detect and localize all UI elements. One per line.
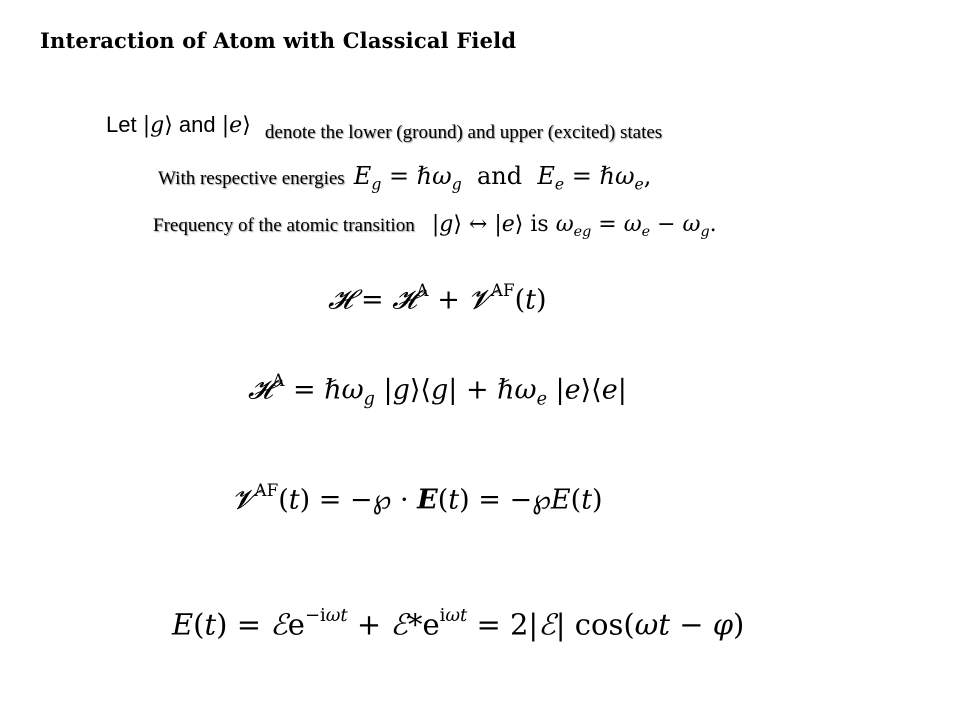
energies-math: $E_g$ = ℏω$_g$ and $E_e$ = ℏω$_e$,	[353, 162, 652, 194]
transition-line	[153, 212, 717, 240]
states-description: denote the lower (ground) and upper (excited) states	[264, 122, 663, 143]
atomic-hamiltonian-equation: 𝓗$^A$ = ℏω$_g$ |g⟩⟨g| + ℏω$_e$ |e⟩⟨e|	[248, 370, 627, 410]
transition-label: Frequency of the atomic transition	[153, 215, 415, 236]
let-g-and-e-math: Let |g⟩ and |e⟩	[106, 112, 251, 138]
field-equation: E(t) = ℰe$^{-i\omega t}$ + $ℰ*e^{i\omega t}$ = 2|ℰ| cos(ωt − φ)	[172, 605, 745, 642]
energies-label: With respective energies	[158, 168, 345, 189]
intro-line	[106, 112, 663, 143]
interaction-equation: 𝓥$^{AF}$(t) = −℘ · E(t) = −℘E(t)	[232, 480, 603, 516]
hamiltonian-equation: 𝓗 = 𝓗$^A$ + 𝓥$^{AF}$(t)	[328, 280, 547, 316]
transition-math: |g⟩ ↔ |e⟩ is $\omega_{eg} = \omega_e - \omega_g$.	[431, 212, 717, 240]
energies-line	[158, 162, 651, 193]
slide-title: Interaction of Atom with Classical Field	[40, 28, 517, 53]
